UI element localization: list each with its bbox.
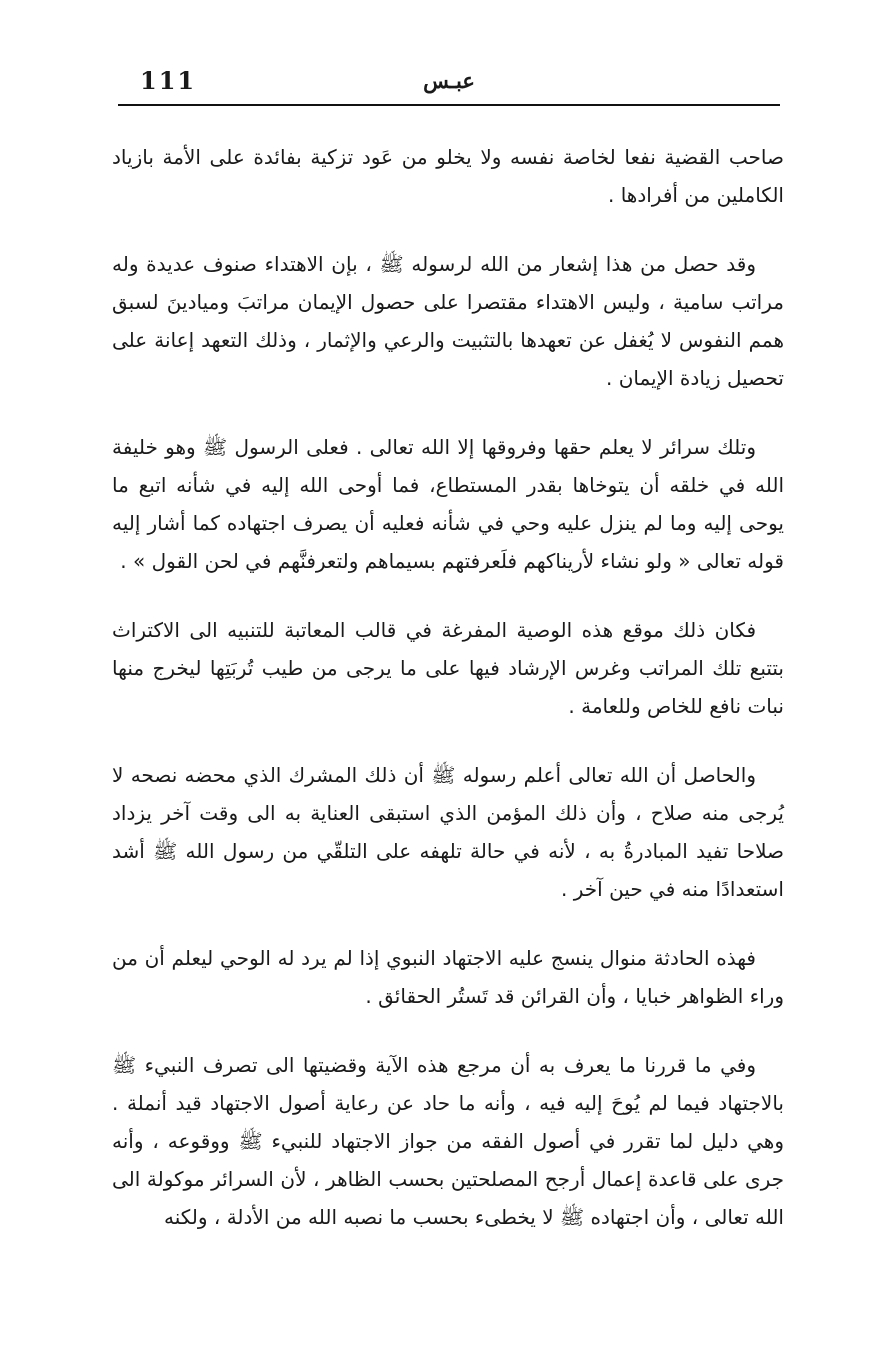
paragraph: وقد حصل من هذا إشعار من الله لرسوله ﷺ ، بإن الاهتداء صنوف عديدة وله مراتب سامية ، وليس الاهتداء مقتصرا على حصول الإيمان مراتبَ وميادينَ لسبق همم النفوس لا يُغفل عن تعهدها بالتثبيت والرعي والإثمار ، وذلك التعهد إعانة على تحصيل زيادة الإيمان .	[112, 252, 784, 390]
paragraph: وتلك سرائر لا يعلم حقها وفروقها إلا الله تعالى . فعلى الرسول ﷺ وهو خليفة الله في خلقه أن يتوخاها بقدر المستطاع، فما أوحى الله إليه في شأنه اتبع ما يوحى إليه وما لم ينزل عليه وحي في شأنه فعليه أن يصرف اجتهاده كما أشار إليه قوله تعالى « ولو نشاء لأريناكهم فلَعرفتهم بسيماهم ولتعرفنَّهم في لحن القول » .	[112, 435, 784, 573]
paragraph: صاحب القضية نفعا لخاصة نفسه ولا يخلو من عَود تزكية بفائدة على الأمة بازياد الكاملين من أفرادها .	[112, 145, 784, 207]
paragraph: فكان ذلك موقع هذه الوصية المفرغة في قالب المعاتبة للتنبيه الى الاكتراث بتتبع تلك المراتب وغرس الإرشاد فيها على ما يرجى من طيب تُربَتِها ليخرج منها نبات نافع للخاص وللعامة .	[112, 618, 784, 718]
page-header	[118, 60, 780, 106]
paragraph: فهذه الحادثة منوال ينسج عليه الاجتهاد النبوي إذا لم يرد له الوحي ليعلم أن من وراء الظواهر خبايا ، وأن القرائن قد تَستُر الحقائق .	[112, 946, 784, 1008]
paragraph: والحاصل أن الله تعالى أعلم رسوله ﷺ أن ذلك المشرك الذي محضه نصحه لا يُرجى منه صلاح ، وأن ذلك المؤمن الذي استبقى العناية به الى وقت آخر يزداد صلاحا تفيد المبادرةُ به ، لأنه في حالة تلهفه على التلقّي من رسول الله ﷺ أشد استعدادًا منه في حين آخر .	[112, 763, 784, 901]
header-rule	[118, 104, 780, 106]
body-text	[112, 138, 784, 1236]
running-title: عبـس	[423, 68, 475, 93]
paragraph: وفي ما قررنا ما يعرف به أن مرجع هذه الآية وقضيتها الى تصرف النبيء ﷺ بالاجتهاد فيما لم يُوحَ إليه فيه ، وأنه ما حاد عن رعاية أصول الاجتهاد قيد أنملة . وهي دليل لما تقرر في أصول الفقه من جواز الاجتهاد للنبيء ﷺ ووقوعه ، وأنه جرى على قاعدة إعمال أرجح المصلحتين بحسب الظاهر ، لأن السرائر موكولة الى الله تعالى ، وأن اجتهاده ﷺ لا يخطىء بحسب ما نصبه الله من الأدلة ، ولكنه	[112, 1053, 784, 1229]
page-number: 111	[140, 66, 197, 95]
